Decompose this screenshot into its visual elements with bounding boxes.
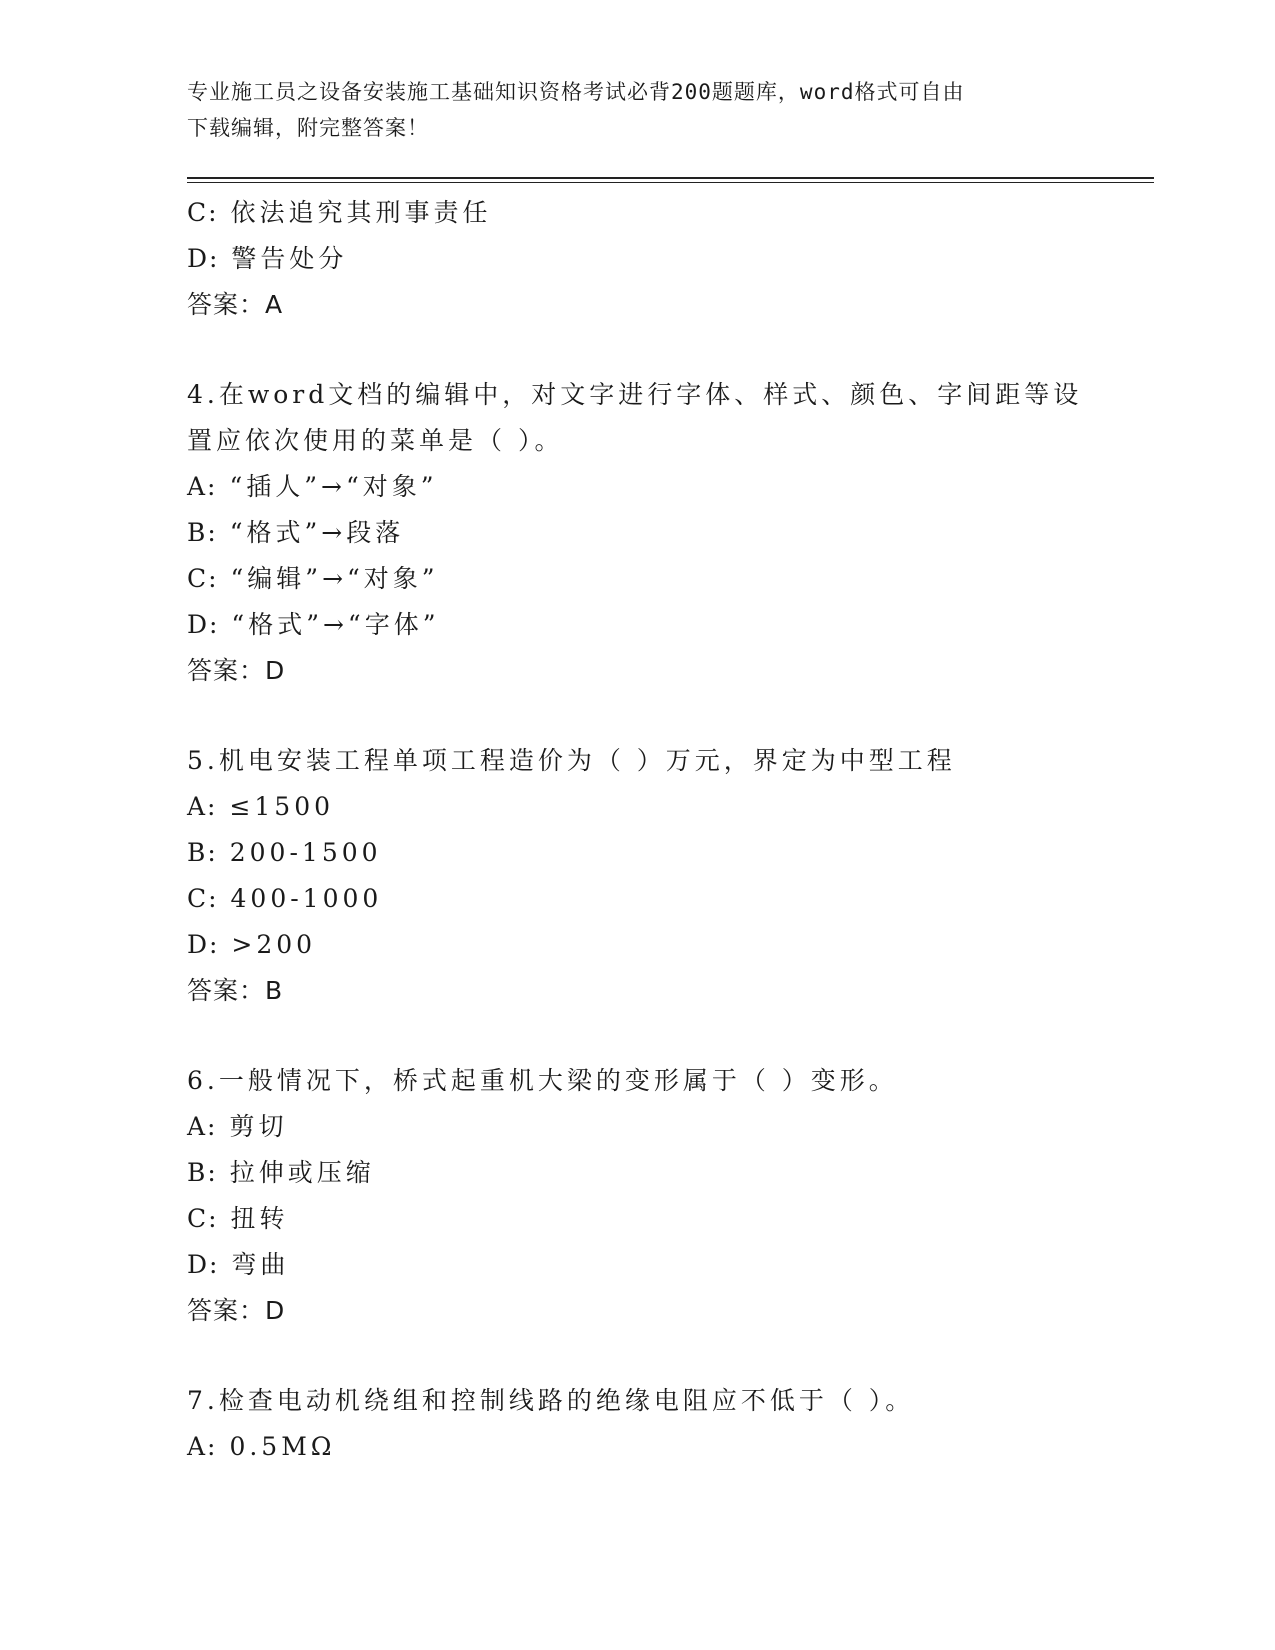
question-text-line-1: 7.检查电动机绕组和控制线路的绝缘电阻应不低于（ ）。 [187, 1386, 915, 1415]
option-c: C: 扭转 [187, 1204, 289, 1233]
header-line-1: 专业施工员之设备安装施工基础知识资格考试必背200题题库，word格式可自由 [187, 80, 965, 104]
question-6 [187, 1058, 1147, 1334]
header-line-2: 下载编辑，附完整答案！ [187, 116, 429, 140]
spacer [187, 1014, 1147, 1058]
question-5 [187, 738, 1147, 1014]
spacer [187, 694, 1147, 738]
answer-line: 答案：D [187, 656, 286, 685]
option-a: A: ≤1500 [187, 792, 335, 821]
option-b: B: “格式”→段落 [187, 518, 405, 547]
option-c: C: 400-1000 [187, 884, 383, 913]
header-divider-thin [187, 182, 1154, 183]
question-3-tail [187, 190, 1147, 328]
answer-line: 答案：D [187, 1296, 286, 1325]
question-text-line-1: 4.在word文档的编辑中，对文字进行字体、样式、颜色、字间距等设 [187, 380, 1083, 409]
question-7 [187, 1378, 1147, 1470]
option-d: D: 警告处分 [187, 244, 348, 273]
spacer [187, 1334, 1147, 1378]
option-b: B: 200-1500 [187, 838, 382, 867]
option-a: A: 剪切 [187, 1112, 288, 1141]
question-text-line-1: 6.一般情况下，桥式起重机大梁的变形属于（ ）变形。 [187, 1066, 898, 1095]
answer-line: 答案：A [187, 290, 284, 319]
option-c: C: “编辑”→“对象” [187, 564, 439, 593]
option-a: A: “插人”→“对象” [187, 472, 438, 501]
question-4 [187, 372, 1147, 694]
option-a: A: 0.5MΩ [187, 1432, 336, 1461]
option-d: D: 弯曲 [187, 1250, 290, 1279]
spacer [187, 328, 1147, 372]
question-list [187, 190, 1147, 1470]
header-divider-thick [187, 177, 1154, 179]
question-text-line-2: 置应依次使用的菜单是（ ）。 [187, 426, 564, 455]
option-d: D: “格式”→“字体” [187, 610, 440, 639]
option-b: B: 拉伸或压缩 [187, 1158, 375, 1187]
question-text-line-1: 5.机电安装工程单项工程造价为（ ）万元，界定为中型工程 [187, 746, 956, 775]
answer-line: 答案：B [187, 976, 284, 1005]
document-header [187, 74, 1087, 146]
option-c: C: 依法追究其刑事责任 [187, 198, 492, 227]
option-d: D: >200 [187, 930, 317, 959]
